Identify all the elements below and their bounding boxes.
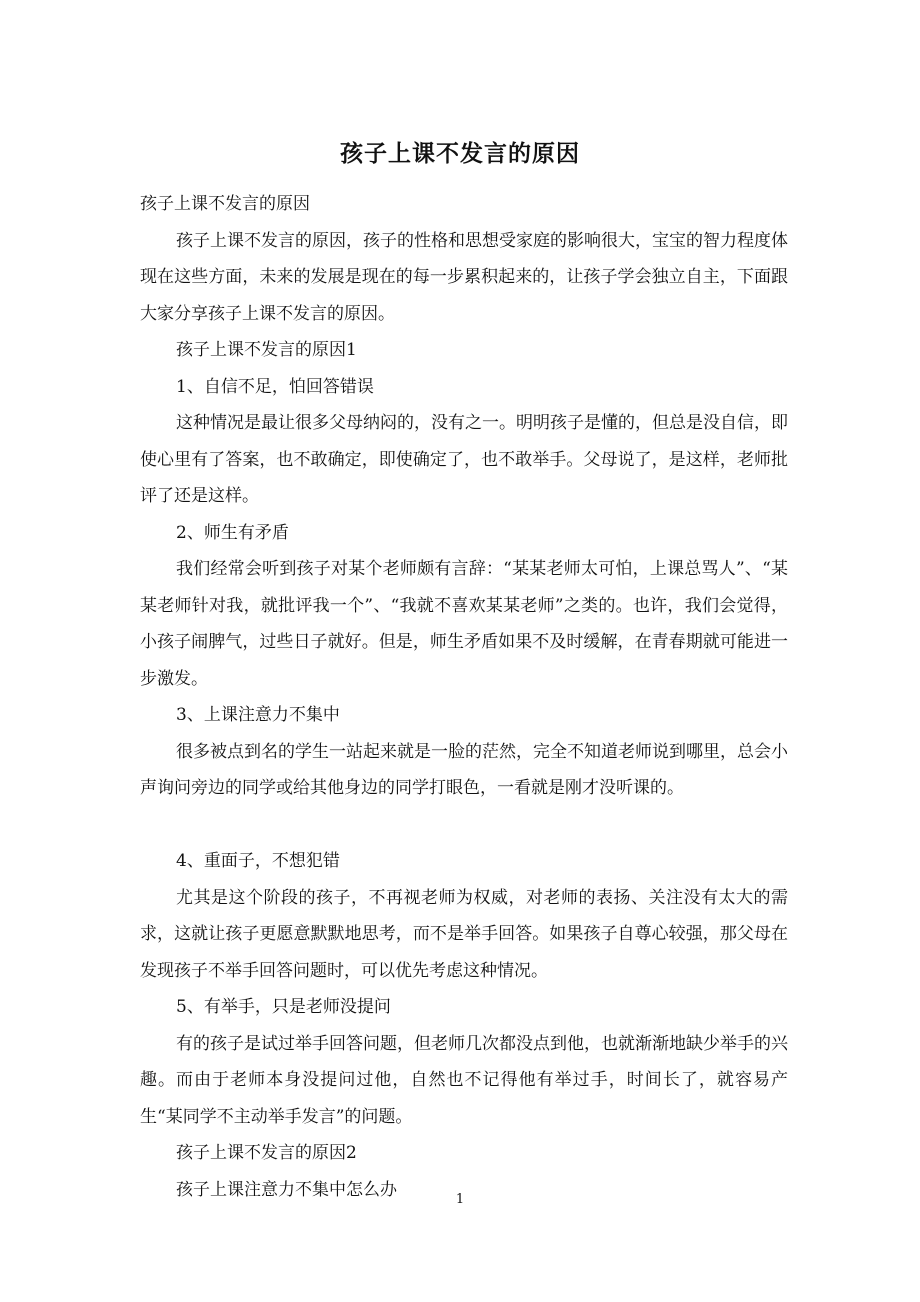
subtitle-line: 孩子上课不发言的原因 [140,194,310,214]
item5-heading: 5、有举手，只是老师没提问 [176,997,391,1017]
section2-subheading: 孩子上课注意力不集中怎么办 [176,1179,397,1200]
item2-heading: 2、师生有矛盾 [176,522,289,543]
item3-heading: 3、上课注意力不集中 [176,705,340,725]
page-number: 1 [455,1192,465,1207]
document-title: 孩子上课不发言的原因 [340,140,580,167]
item2-paragraph: 我们经常会听到孩子对某个老师颇有言辞：“某某老师太可怕，上课总骂人”、“某某老师针对我，就批评我一个”、“我就不喜欢某某老师”之类的。也许，我们会觉得，小孩子闹脾气，过些日子就好。但是，师生矛盾如果不及时缓解，在青春期就可能进一步激发。 [140,559,788,689]
item4-heading: 4、重面子，不想犯错 [176,851,340,871]
blank-line [140,807,788,844]
item1-heading: 1、自信不足，怕回答错误 [176,376,374,397]
item4-paragraph: 尤其是这个阶段的孩子，不再视老师为权威，对老师的表扬、关注没有太大的需求，这就让孩子更愿意默默地思考，而不是举手回答。如果孩子自尊心较强，那父母在发现孩子不举手回答问题时，可以优先考虑这种情况。 [140,887,788,981]
item1-paragraph: 这种情况是最让很多父母纳闷的，没有之一。明明孩子是懂的，但总是没自信，即使心里有了答案，也不敢确定，即使确定了，也不敢举手。父母说了，是这样，老师批评了还是这样。 [140,413,788,506]
document-body [140,186,788,1208]
section1-heading: 孩子上课不发言的原因1 [176,340,357,360]
item5-paragraph: 有的孩子是试过举手回答问题，但老师几次都没点到他，也就渐渐地缺少举手的兴趣。而由于老师本身没提问过他，自然也不记得他有举过手，时间长了，就容易产生“某同学不主动举手发言”的问题。 [140,1033,788,1127]
intro-paragraph: 孩子上课不发言的原因，孩子的性格和思想受家庭的影响很大，宝宝的智力程度体现在这些方面，未来的发展是现在的每一步累积起来的，让孩子学会独立自主，下面跟大家分享孩子上课不发言的原因。 [140,230,788,324]
section2-heading: 孩子上课不发言的原因2 [176,1143,357,1163]
item3-paragraph: 很多被点到名的学生一站起来就是一脸的茫然，完全不知道老师说到哪里，总会小声询问旁边的同学或给其他身边的同学打眼色，一看就是刚才没听课的。 [140,741,788,798]
